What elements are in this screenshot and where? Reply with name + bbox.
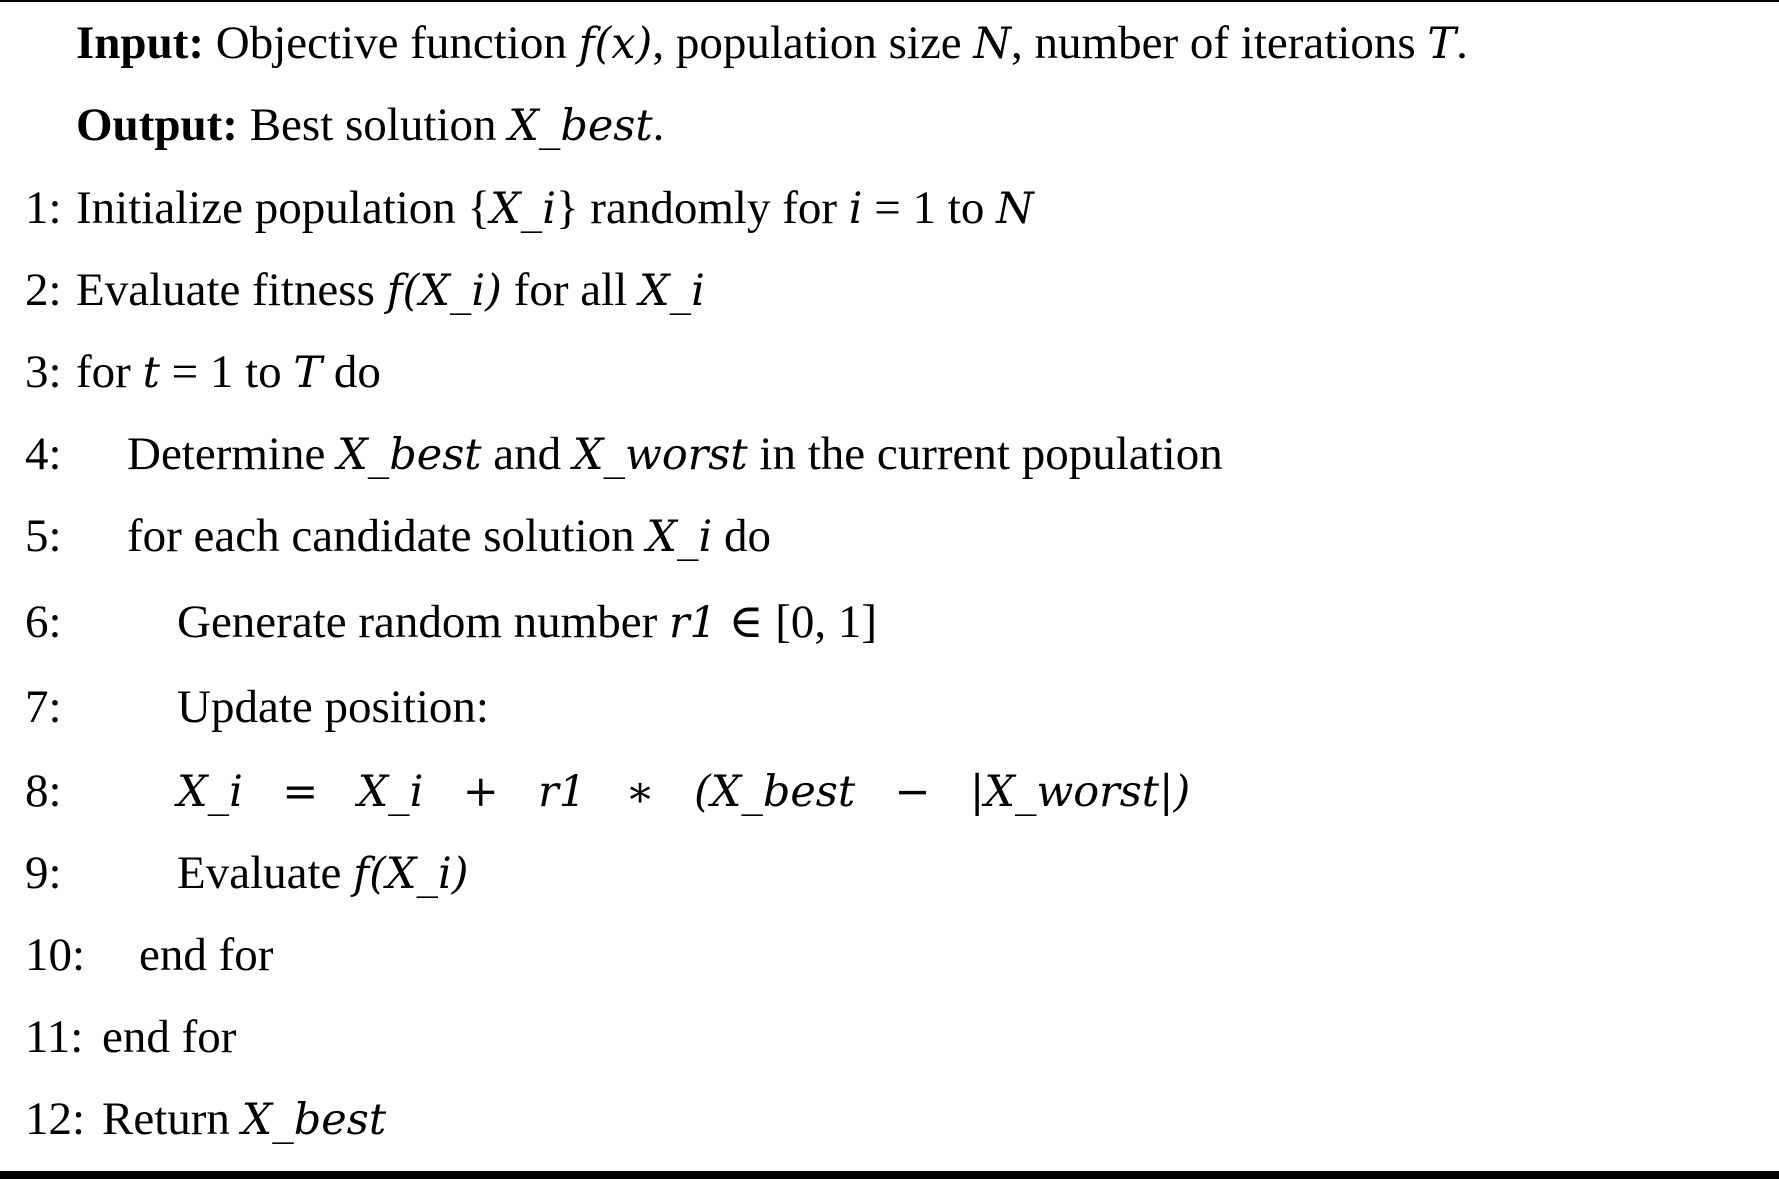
line-text: end for: [102, 1011, 237, 1063]
line-number: 5:: [25, 510, 62, 562]
line-number: 1:: [25, 182, 62, 234]
update-equation: X_i = X_i + r1 ∗ (X_best − |X_worst|): [177, 767, 1191, 817]
line-content: [102, 1089, 386, 1150]
line-number: 8:: [25, 765, 62, 817]
top-rule: [0, 0, 1779, 2]
line-math: X_best: [241, 1095, 387, 1145]
line-text: Evaluate: [177, 847, 342, 899]
line-text: Update position:: [177, 681, 489, 733]
output-label: Output:: [76, 99, 238, 151]
line-text: Determine: [127, 428, 326, 480]
line-content: [177, 592, 877, 653]
line-text: Initialize population {: [76, 182, 491, 234]
line-math: f(X_i): [353, 849, 469, 899]
line-math: X_i: [490, 184, 556, 234]
line-number: 9:: [25, 847, 62, 899]
input-text-4: .: [1456, 17, 1468, 69]
line-math: X_worst: [572, 430, 748, 480]
input-line: [76, 13, 1468, 74]
output-line: [76, 95, 664, 156]
line-text: for all: [513, 264, 628, 316]
line-number: 7:: [25, 681, 62, 733]
line-number: 10:: [25, 929, 86, 981]
line-text: and: [493, 428, 562, 480]
line-text: Generate random number: [177, 596, 658, 648]
line-text: end for: [139, 929, 274, 981]
output-math-best: X_best: [508, 101, 653, 151]
line-text: = 1 to: [171, 346, 282, 398]
line-number: 4:: [25, 428, 62, 480]
line-content: [177, 677, 489, 737]
line-math: X_i: [646, 512, 713, 562]
line-text: for: [76, 346, 131, 398]
line-text: for each candidate solution: [127, 510, 635, 562]
line-content: [102, 1007, 236, 1067]
line-content: [127, 424, 1223, 485]
line-math: f(X_i): [386, 266, 502, 316]
line-content: [76, 178, 1034, 239]
line-text: do: [724, 510, 772, 562]
line-content: [76, 342, 381, 403]
input-text-3: , number of iterations: [1011, 17, 1416, 69]
line-content: [127, 506, 771, 567]
line-content: [139, 925, 273, 985]
bottom-rule: [0, 1171, 1779, 1179]
line-number: 12:: [25, 1093, 86, 1145]
line-number: 3:: [25, 346, 62, 398]
line-text: Evaluate fitness: [76, 264, 375, 316]
input-label: Input:: [76, 17, 205, 69]
line-text: Return: [102, 1093, 230, 1145]
line-content: [76, 260, 705, 321]
line-number: 2:: [25, 264, 62, 316]
line-math: t: [142, 348, 160, 398]
line-text: } randomly for: [556, 182, 837, 234]
input-math-iterations: T: [1427, 19, 1457, 69]
input-text-2: , population size: [652, 17, 962, 69]
line-content: [177, 843, 469, 904]
input-math-population: N: [973, 19, 1012, 69]
line-number: 11:: [25, 1011, 84, 1063]
line-text: ∈ [0, 1]: [728, 596, 878, 648]
line-number: 6:: [25, 596, 62, 648]
output-text-1: Best solution: [249, 99, 497, 151]
line-math: X_best: [337, 430, 482, 480]
input-text-1: Objective function: [215, 17, 567, 69]
output-text-2: .: [652, 99, 665, 151]
line-text: do: [333, 346, 381, 398]
line-text: in the current population: [759, 428, 1223, 480]
input-math-objective: f(x): [578, 19, 653, 69]
line-text: = 1 to: [874, 182, 985, 234]
line-content: [177, 761, 1190, 822]
line-math: N: [996, 184, 1034, 234]
line-math: X_i: [639, 266, 705, 316]
line-math: i: [848, 184, 863, 234]
line-math: T: [293, 348, 323, 398]
line-math: r1: [669, 598, 717, 648]
